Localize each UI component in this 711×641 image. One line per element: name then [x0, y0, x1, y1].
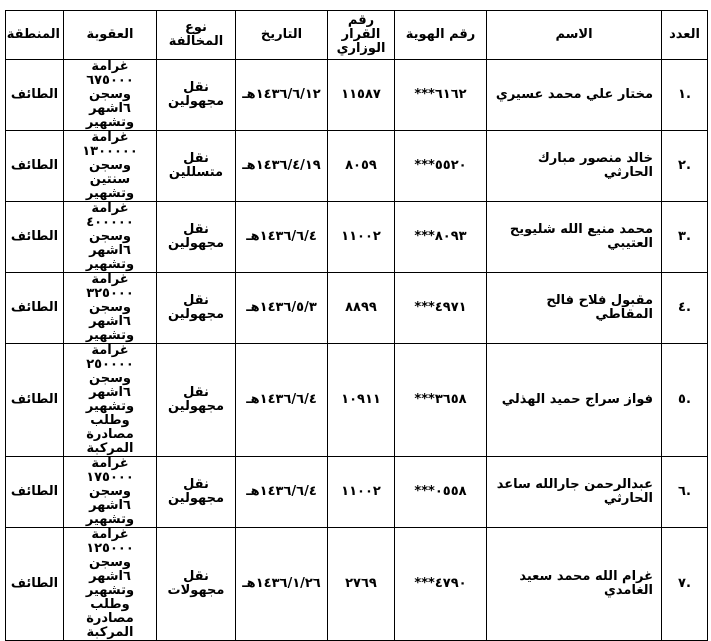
header-name: الاسم: [487, 11, 662, 60]
cell-violation: نقل مجهولين: [157, 273, 236, 344]
cell-region: الطائف: [6, 202, 64, 273]
cell-num: .٢: [662, 131, 708, 202]
table-row: [6, 457, 708, 528]
cell-id: ***٤٧٩٠: [395, 528, 487, 641]
cell-decision: ٨٨٩٩: [328, 273, 395, 344]
cell-violation: نقل مجهولات: [157, 528, 236, 641]
cell-name: غرام الله محمد سعيد الغامدي: [487, 528, 662, 641]
cell-name: محمد منيع الله شليويح العتيبي: [487, 202, 662, 273]
cell-region: الطائف: [6, 528, 64, 641]
cell-date: ١٤٣٦/٥/٣هـ: [236, 273, 328, 344]
table-row: [6, 273, 708, 344]
cell-penalty: غرامة ٤٠٠٠٠٠ وسجن ٦اشهر وتشهير: [64, 202, 157, 273]
cell-region: الطائف: [6, 457, 64, 528]
header-id: رقم الهوية: [395, 11, 487, 60]
cell-decision: ١١٥٨٧: [328, 60, 395, 131]
cell-name: مختار علي محمد عسيري: [487, 60, 662, 131]
cell-date: ١٤٣٦/٤/١٩هـ: [236, 131, 328, 202]
cell-date: ١٤٣٦/٦/٤هـ: [236, 457, 328, 528]
cell-name: فواز سراج حميد الهذلي: [487, 344, 662, 457]
cell-violation: نقل مجهولين: [157, 457, 236, 528]
table-row: [6, 528, 708, 641]
cell-decision: ١١٠٠٢: [328, 457, 395, 528]
cell-region: الطائف: [6, 344, 64, 457]
header-date: التاريخ: [236, 11, 328, 60]
table-row: [6, 60, 708, 131]
cell-violation: نقل متسللين: [157, 131, 236, 202]
header-num: العدد: [662, 11, 708, 60]
cell-date: ١٤٣٦/٦/٤هـ: [236, 344, 328, 457]
cell-id: ***٤٩٧١: [395, 273, 487, 344]
cell-penalty: غرامة ٣٢٥٠٠٠ وسجن ٦اشهر وتشهير: [64, 273, 157, 344]
table-row: [6, 131, 708, 202]
cell-name: عبدالرحمن جارالله ساعد الحارثي: [487, 457, 662, 528]
cell-region: الطائف: [6, 60, 64, 131]
cell-num: .١: [662, 60, 708, 131]
cell-num: .٦: [662, 457, 708, 528]
cell-num: .٥: [662, 344, 708, 457]
cell-num: .٤: [662, 273, 708, 344]
cell-date: ١٤٣٦/٦/١٢هـ: [236, 60, 328, 131]
header-row: [6, 11, 708, 60]
cell-id: ***٣٦٥٨: [395, 344, 487, 457]
cell-violation: نقل مجهولين: [157, 60, 236, 131]
table-row: [6, 202, 708, 273]
cell-penalty: غرامة ١٧٥٠٠٠ وسجن ٦اشهر وتشهير: [64, 457, 157, 528]
cell-id: ***٥٥٢٠: [395, 131, 487, 202]
cell-id: ***٠٥٥٨: [395, 457, 487, 528]
cell-date: ١٤٣٦/٦/٤هـ: [236, 202, 328, 273]
cell-name: مقبول فلاح فالح المقاطي: [487, 273, 662, 344]
penalties-table: [5, 10, 708, 641]
cell-decision: ٨٠٥٩: [328, 131, 395, 202]
cell-decision: ١٠٩١١: [328, 344, 395, 457]
cell-id: ***٦١٦٢: [395, 60, 487, 131]
header-violation: نوع المخالفة: [157, 11, 236, 60]
cell-decision: ٢٧٦٩: [328, 528, 395, 641]
cell-decision: ١١٠٠٢: [328, 202, 395, 273]
cell-name: خالد منصور مبارك الحارثي: [487, 131, 662, 202]
cell-id: ***٨٠٩٣: [395, 202, 487, 273]
cell-region: الطائف: [6, 131, 64, 202]
header-region: المنطقة: [6, 11, 64, 60]
cell-violation: نقل مجهولين: [157, 202, 236, 273]
table-row: [6, 344, 708, 457]
cell-region: الطائف: [6, 273, 64, 344]
cell-num: .٣: [662, 202, 708, 273]
cell-penalty: غرامة ١٢٥٠٠٠ وسجن ٦اشهر وتشهير وطلب مصادرة المركبة: [64, 528, 157, 641]
header-penalty: العقوبة: [64, 11, 157, 60]
cell-num: .٧: [662, 528, 708, 641]
cell-violation: نقل مجهولين: [157, 344, 236, 457]
cell-date: ١٤٣٦/١/٢٦هـ: [236, 528, 328, 641]
cell-penalty: غرامة ٦٧٥٠٠٠ وسجن ٦اشهر وتشهير: [64, 60, 157, 131]
header-decision: رقم القرار الوزاري: [328, 11, 395, 60]
cell-penalty: غرامة ٢٥٠٠٠٠ وسجن ٦اشهر وتشهير وطلب مصادرة المركبة: [64, 344, 157, 457]
cell-penalty: غرامة ١٣٠٠٠٠٠ وسجن سنتين وتشهير: [64, 131, 157, 202]
